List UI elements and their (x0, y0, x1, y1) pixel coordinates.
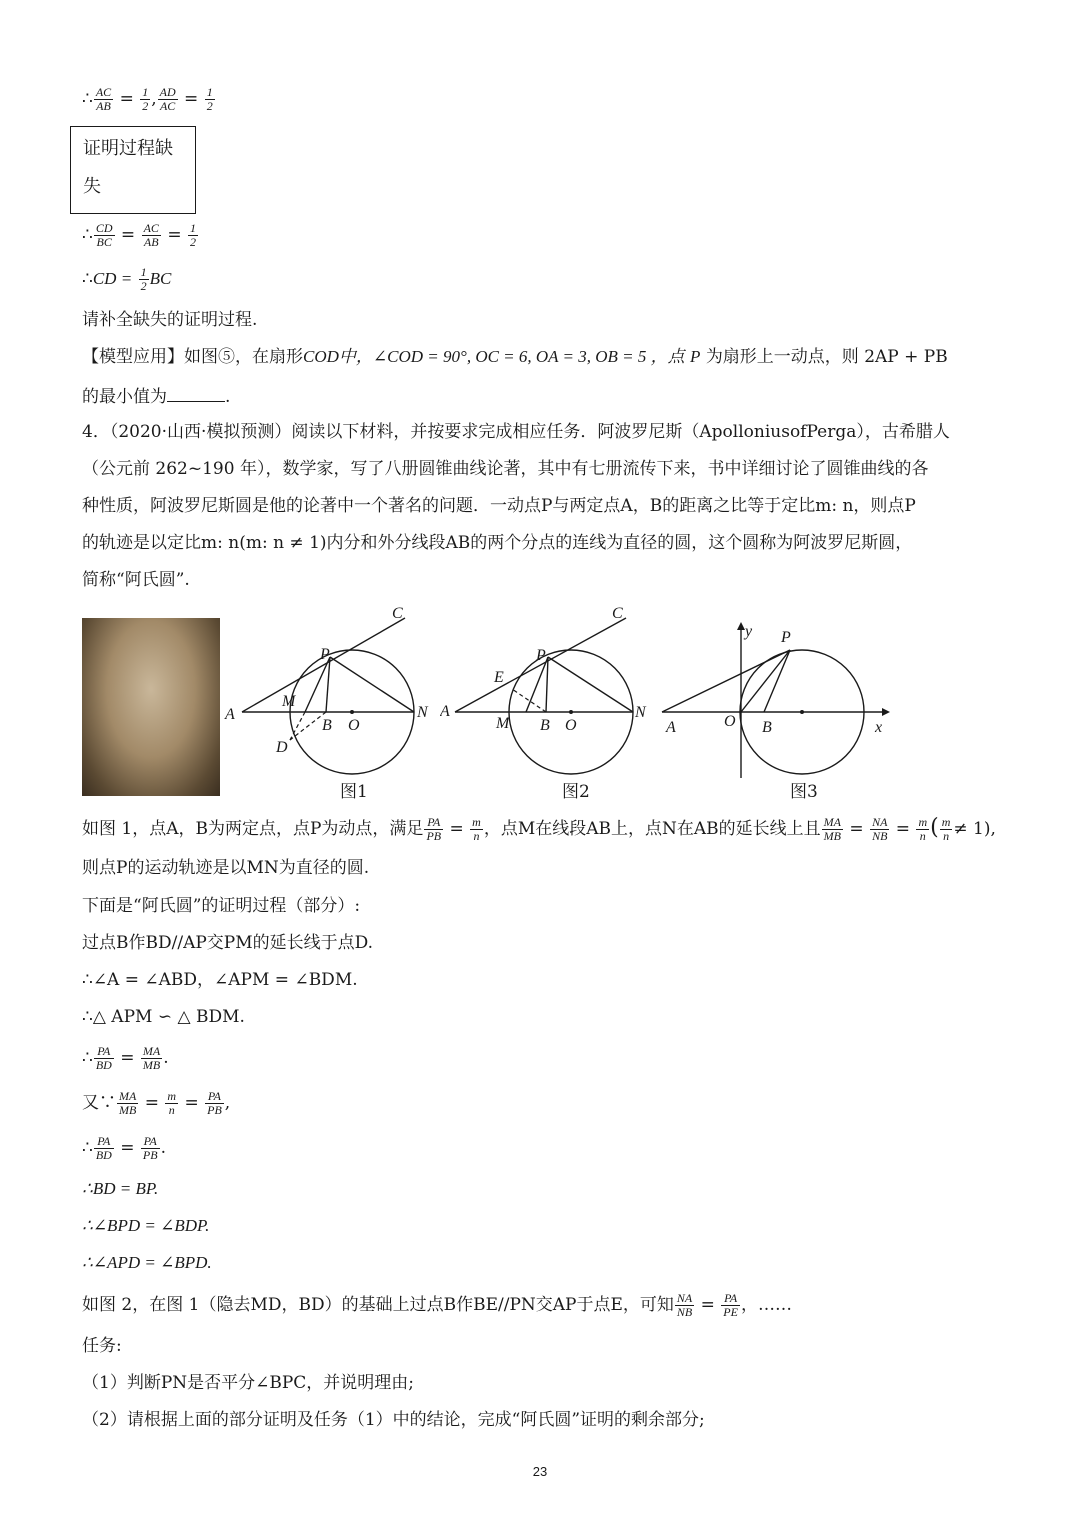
fraction: $\frac{MA}{MB}$ (142, 1044, 161, 1072)
text: . (163, 1048, 169, 1068)
center-dot (569, 710, 573, 714)
fraction: $\frac{PA}{BD}$ (95, 1134, 112, 1162)
therefore-symbol: ∴ (82, 1138, 93, 1158)
model-application-line-1 (82, 345, 948, 369)
fraction: $\frac{AC}{AB}$ (95, 85, 112, 113)
text: ，…… (740, 1295, 792, 1315)
figure-1 (222, 600, 432, 800)
ratio-step-2: 又∵ $\frac{MA}{MB}$ = $\frac{m}{n}$ = $\frac{PA}{PB}$ , (82, 1089, 231, 1117)
task-1: （1）判断PN是否平分∠BPC，并说明理由; (82, 1373, 415, 1393)
label-x-axis: x (875, 719, 883, 736)
therefore-symbol: ∴ (82, 89, 93, 109)
label-p: P (320, 646, 330, 663)
line-bd (290, 712, 326, 740)
construct-line: 过点B作BD//AP交PM的延长线于点D. (82, 933, 374, 953)
page-number: 23 (532, 1464, 548, 1479)
expression: CD = (92, 269, 133, 288)
figure-3 (660, 600, 890, 800)
text: , (224, 1093, 231, 1113)
text: 为扇形上一动点，则 2AP + PB (705, 347, 948, 367)
because-symbol: 又∵ (82, 1093, 116, 1113)
line-pn (330, 657, 414, 712)
label-m: M (282, 693, 296, 710)
missing-proof-text-1: 证明过程缺 (83, 138, 173, 159)
label-c: C (392, 605, 403, 622)
text: 的最小值为 (82, 387, 167, 407)
label-a: A (666, 719, 676, 736)
label-b: B (762, 719, 772, 736)
label-c: C (612, 605, 623, 622)
figure-2 (440, 600, 655, 800)
text: ，点M在线段AB上，点N在AB的延长线上且 (483, 819, 821, 839)
equals-sign: = (184, 89, 199, 109)
problem4-line-4: 的轨迹是以定比m: n(m: n ≠ 1)内分和外分线段AB的两个分点的连线为直径的圆，这个圆称为阿波罗尼斯圆， (82, 533, 913, 553)
label-n: N (635, 704, 646, 721)
expression: BC (149, 269, 172, 288)
paren: ( (930, 815, 939, 840)
center-dot (800, 710, 804, 714)
fraction: $\frac{1}{2}$ (189, 221, 196, 249)
separator: , (151, 89, 157, 109)
fraction: $\frac{PA}{BD}$ (95, 1044, 112, 1072)
proof-ratio-line-1 (82, 86, 216, 113)
missing-proof-box (70, 126, 196, 214)
line-ac (455, 618, 626, 712)
figure2-description: 如图 2，在图 1（隐去MD，BD）的基础上过点B作BE//PN交AP于点E，可知 $\frac{NA}{NB}$ = $\frac{PA}{PE}$ ，…… (82, 1291, 792, 1319)
therefore-symbol: ∴ (82, 1048, 93, 1068)
fraction: $\frac{MA}{MB}$ (823, 815, 841, 843)
bd-equals-bp: ∴BD = BP. (82, 1179, 159, 1198)
fraction: $\frac{1}{2}$ (206, 85, 213, 113)
answer-blank (167, 383, 225, 402)
text: 如图 2，在图 1（隐去MD，BD）的基础上过点B作BE//PN交AP于点E，可知 (82, 1295, 674, 1315)
problem4-line-1: 4．（2020·山西·模拟预测）阅读以下材料，并按要求完成相应任务．阿波罗尼斯（ApolloniusofPerga），古希腊人 (82, 422, 950, 442)
fraction: $\frac{MA}{MB}$ (119, 1089, 137, 1117)
fraction: $\frac{CD}{BC}$ (95, 221, 113, 249)
partial-proof-heading: 下面是“阿氏圆”的证明过程（部分）: (82, 896, 361, 916)
label-b: B (540, 717, 550, 734)
math-cod: COD (303, 347, 339, 366)
label-a: A (440, 703, 450, 720)
text: , (990, 819, 996, 839)
fraction: $\frac{PA}{PE}$ (723, 1291, 738, 1319)
label-o: O (565, 717, 577, 734)
angle-bpd-line: ∴∠BPD = ∠BDP. (82, 1216, 210, 1235)
equals-sign: = (119, 89, 134, 109)
label-e: E (494, 669, 504, 686)
text: ≠ 1) (953, 819, 991, 839)
figure-2-label: 图2 (562, 782, 590, 802)
figure1-description: 如图 1，点A，B为两定点，点P为动点，满足 $\frac{PA}{PB}$ = $\frac{m}{n}$ ，点M在线段AB上，点N在AB的延长线上且 $\frac{MA}{MB}$ = $\frac{NA}{NB}$ = $\frac{m}{n}$ ( $\frac{m}{n}$ ≠ 1), (82, 815, 996, 843)
problem4-line-3: 种性质，阿波罗尼斯圆是他的论著中一个著名的问题．一动点P与两定点A，B的距离之比等于定比m: n，则点P (82, 496, 916, 516)
therefore-symbol: ∴ (82, 225, 93, 245)
line-be (512, 689, 546, 712)
task-title: 任务: (82, 1336, 122, 1356)
line-pn (548, 657, 633, 712)
label-d: D (276, 739, 288, 756)
apollonius-portrait-image (82, 618, 220, 796)
figure-3-label: 图3 (790, 782, 818, 802)
math-p: P (690, 347, 701, 366)
proof-ratio-line-3 (82, 222, 199, 249)
ratio-step-3: ∴ $\frac{PA}{BD}$ = $\frac{PA}{PB}$ . (82, 1134, 166, 1162)
line-pb (546, 657, 548, 712)
fraction: $\frac{PA}{PB}$ (142, 1134, 158, 1162)
fraction: $\frac{AD}{AC}$ (159, 85, 176, 113)
label-o: O (348, 717, 360, 734)
equals-sign: = (167, 225, 182, 245)
angles-line: ∴∠A = ∠ABD，∠APM = ∠BDM. (82, 970, 358, 990)
trajectory-line: 则点P的运动轨迹是以MN为直径的圆. (82, 858, 370, 878)
text: 如图 1，点A，B为两定点，点P为动点，满足 (82, 819, 424, 839)
math-conditions: 中，∠COD = 90°, OC = 6, OA = 3, OB = 5 ，点 (338, 347, 685, 366)
model-application-line-2 (82, 383, 230, 409)
label-p: P (781, 629, 791, 646)
fraction: $\frac{1}{2}$ (140, 265, 147, 293)
label-b: B (322, 717, 332, 734)
y-axis-arrow (737, 622, 745, 630)
line-ac (242, 618, 405, 712)
fraction: $\frac{m}{n}$ (918, 815, 928, 843)
label-o: O (724, 713, 736, 730)
fraction: $\frac{AC}{AB}$ (143, 221, 159, 249)
text: . (160, 1138, 166, 1158)
center-dot (350, 710, 354, 714)
fraction: $\frac{NA}{NB}$ (676, 1291, 693, 1319)
text: 【模型应用】如图⑤，在扇形 (82, 347, 303, 367)
complete-request: 请补全缺失的证明过程. (82, 310, 258, 330)
line-pb (764, 650, 790, 712)
text: . (225, 387, 231, 407)
label-m: M (496, 715, 510, 732)
fraction: $\frac{1}{2}$ (142, 85, 149, 113)
problem4-line-2: （公元前 262~190 年），数学家，写了八册圆锥曲线论著，其中有七册流传下来，书中详细讨论了圆锥曲线的各 (82, 459, 929, 479)
similar-line: ∴△ APM ∽ △ BDM. (82, 1007, 245, 1027)
fraction: $\frac{PA}{PB}$ (426, 815, 442, 843)
therefore-symbol: ∴ (82, 269, 93, 289)
fraction: $\frac{m}{n}$ (472, 815, 481, 843)
ratio-step-1: ∴ $\frac{PA}{BD}$ = $\frac{MA}{MB}$ . (82, 1044, 169, 1072)
label-p: P (536, 647, 546, 664)
task-2: （2）请根据上面的部分证明及任务（1）中的结论，完成“阿氏圆”证明的剩余部分; (82, 1410, 705, 1430)
fraction: $\frac{m}{n}$ (941, 815, 951, 843)
equals-sign: = (120, 225, 136, 245)
missing-proof-text-2: 失 (83, 176, 101, 197)
fraction: $\frac{NA}{NB}$ (872, 815, 888, 843)
proof-ratio-line-4 (82, 266, 171, 293)
label-y-axis: y (745, 623, 753, 640)
problem4-line-5: 简称“阿氏圆”. (82, 570, 190, 590)
angle-apd-line: ∴∠APD = ∠BPD. (82, 1253, 212, 1272)
x-axis-arrow (882, 708, 890, 716)
figure-1-label: 图1 (340, 782, 368, 802)
label-n: N (417, 704, 428, 721)
fraction: $\frac{PA}{PB}$ (207, 1089, 222, 1117)
line-ap (662, 650, 790, 712)
label-a: A (225, 706, 235, 723)
fraction: $\frac{m}{n}$ (167, 1089, 177, 1117)
